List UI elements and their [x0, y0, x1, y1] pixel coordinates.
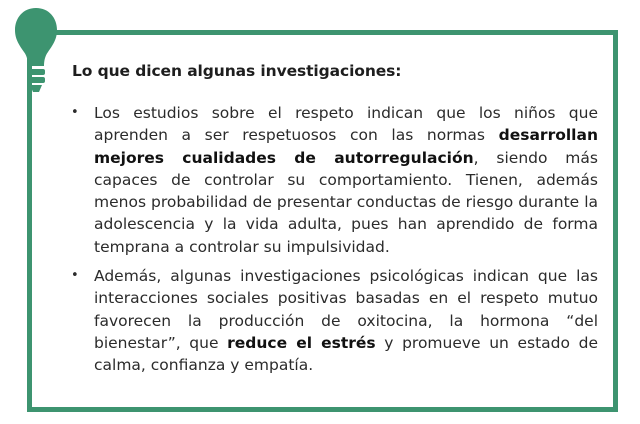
- text-segment: Además, algunas investigaciones psicológicas indican que las interacciones sociales positivas basadas en el respeto mutuo favorecen la producción de oxitocina, la hormona “del bienestar”, que: [94, 267, 598, 352]
- bullet-list: [70, 102, 598, 384]
- text-segment-bold: desarrollan mejores cualidades de autorregulación: [94, 126, 598, 167]
- list-item: [70, 102, 598, 258]
- text-segment: , siendo más capaces de controlar su comportamiento. Tienen, además menos probabilidad de presentar conductas de riesgo durante la adolescencia y la vida adulta, pues han aprendido de forma temprana a controlar su impulsividad.: [94, 148, 598, 256]
- bullet-marker: •: [71, 268, 79, 284]
- text-segment: Los estudios sobre el respeto indican que los niños que aprenden a ser respetuosos con las normas: [94, 104, 598, 145]
- section-title: Lo que dicen algunas investigaciones:: [72, 62, 402, 80]
- bullet-marker: •: [71, 105, 79, 120]
- lightbulb-icon: [14, 6, 58, 96]
- list-item: [70, 265, 598, 376]
- text-segment: y promueve un estado de calma, confianza y empatía.: [94, 333, 598, 375]
- text-segment-bold: reduce el estrés: [227, 333, 376, 352]
